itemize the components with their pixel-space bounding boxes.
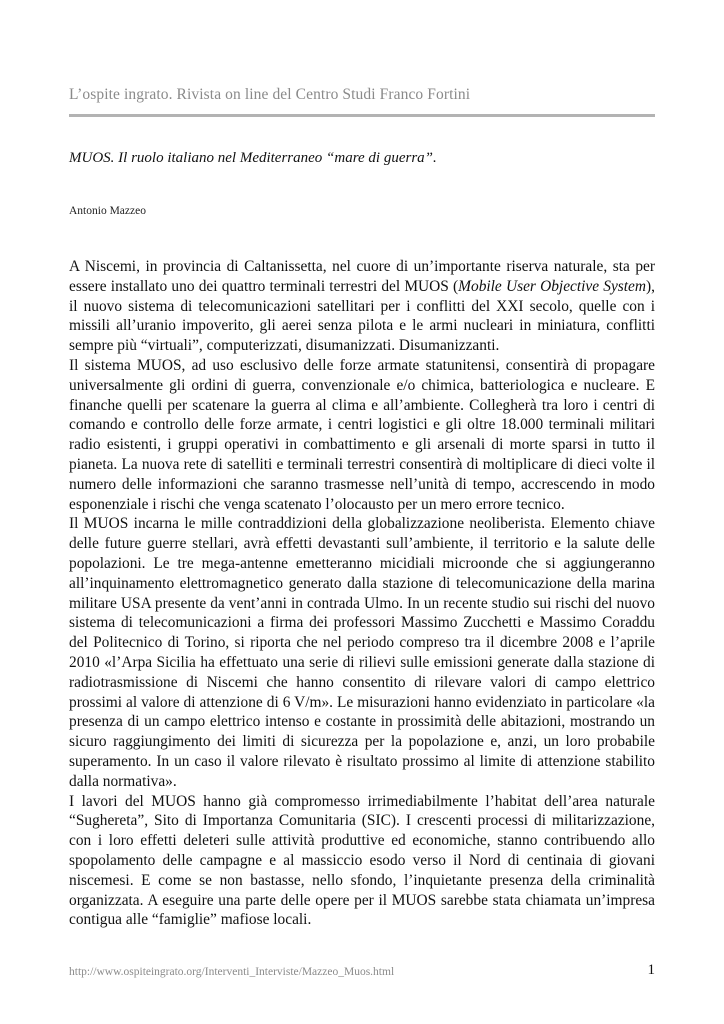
paragraph-3: Il MUOS incarna le mille contraddizioni della globalizzazione neoliberista. Elemento chiave delle future guerre stellari, avrà effetti devastanti sull’ambiente, il territorio e la salute delle popolazioni. Le tre mega-antenne emetteranno micidiali microonde che si aggiungeranno all’inquinamento elettromagnetico generato dalla stazione di telecomunicazione della marina militare USA presente da vent’anni in contrada Ulmo. In un recente studio sui rischi del nuovo sistema di telecomunicazioni a firma dei professori Massimo Zucchetti e Massimo Coraddu del Politecnico di Torino, si riporta che nel periodo compreso tra il dicembre 2008 e l’aprile 2010 «l’Arpa Sicilia ha effettuato una serie di rilievi sulle emissioni generate dalla stazione di radiotrasmissione di Niscemi che hanno consentito di rilevare valori di campo elettrico prossimi al valore di attenzione di 6 V/m». Le misurazioni hanno evidenziato in particolare «la presenza di un campo elettrico intenso e costante in prossimità delle abitazioni, mostrando un sicuro raggiungimento dei limiti di sicurezza per la popolazione e, anzi, un loro probabile superamento. In un caso il valore rilevato è risultato prossimo al limite di attenzione stabilito dalla normativa». [69,515,655,790]
article-body [69,257,655,930]
header-rule [69,114,655,117]
paragraph-1-text-start: A Niscemi, in provincia di Caltanissetta, nel cuore di un’importante riserva naturale, sta per essere installato uno dei quattro terminali terrestri del MUOS ( [69,258,655,295]
paragraph-1 [69,257,655,356]
article-author: Antonio Mazzeo [69,205,146,217]
footer-url: http://www.ospiteingrato.org/Interventi_Interviste/Mazzeo_Muos.html [69,966,395,978]
paragraph-1-text-end: ), il nuovo sistema di telecomunicazioni satellitari per i conflitti del XXI secolo, quelle con i missili all’uranio impoverito, gli aerei senza pilota e le armi nucleari in miniatura, conflitti sempre più “virtuali”, computerizzati, disumanizzati. Disumanizzanti. [69,277,655,355]
paragraph-1-italic-term: Mobile User Objective System [458,277,647,295]
paragraph-4: I lavori del MUOS hanno già compromesso irrimediabilmente l’habitat dell’area naturale “Sughereta”, Sito di Importanza Comunitaria (SIC). I crescenti processi di militarizzazione, con i loro effetti deleteri sulle attività produttive ed economiche, stanno contribuendo allo spopolamento delle campagne e al massiccio esodo verso il Nord di centinaia di giovani niscemesi. E come se non bastasse, nello sfondo, l’inquietante presenza della criminalità organizzata. A eseguire una parte delle opere per il MUOS sarebbe stata chiamata un’impresa contigua alle “famiglie” mafiose locali. [69,792,655,929]
article-title: MUOS. Il ruolo italiano nel Mediterraneo “mare di guerra”. [69,150,437,166]
paragraph-2: Il sistema MUOS, ad uso esclusivo delle forze armate statunitensi, consentirà di propagare universalmente gli ordini di guerra, convenzionale e/o chimica, batteriologica e nucleare. E finanche quelli per scatenare la guerra al clima e all’ambiente. Collegherà tra loro i centri di comando e controllo delle forze armate, i centri logistici e gli oltre 18.000 terminali militari radio esistenti, i gruppi operativi in combattimento e gli arsenali di morte sparsi in tutto il pianeta. La nuova rete di satelliti e terminali terrestri consentirà di moltiplicare di dieci volte il numero delle informazioni che saranno trasmesse nell’unità di tempo, accrescendo in modo esponenziale i rischi che venga scatenato l’olocausto per un mero errore tecnico. [69,356,655,513]
running-header: L’ospite ingrato. Rivista on line del Centro Studi Franco Fortini [69,86,471,103]
page-number: 1 [647,962,655,978]
